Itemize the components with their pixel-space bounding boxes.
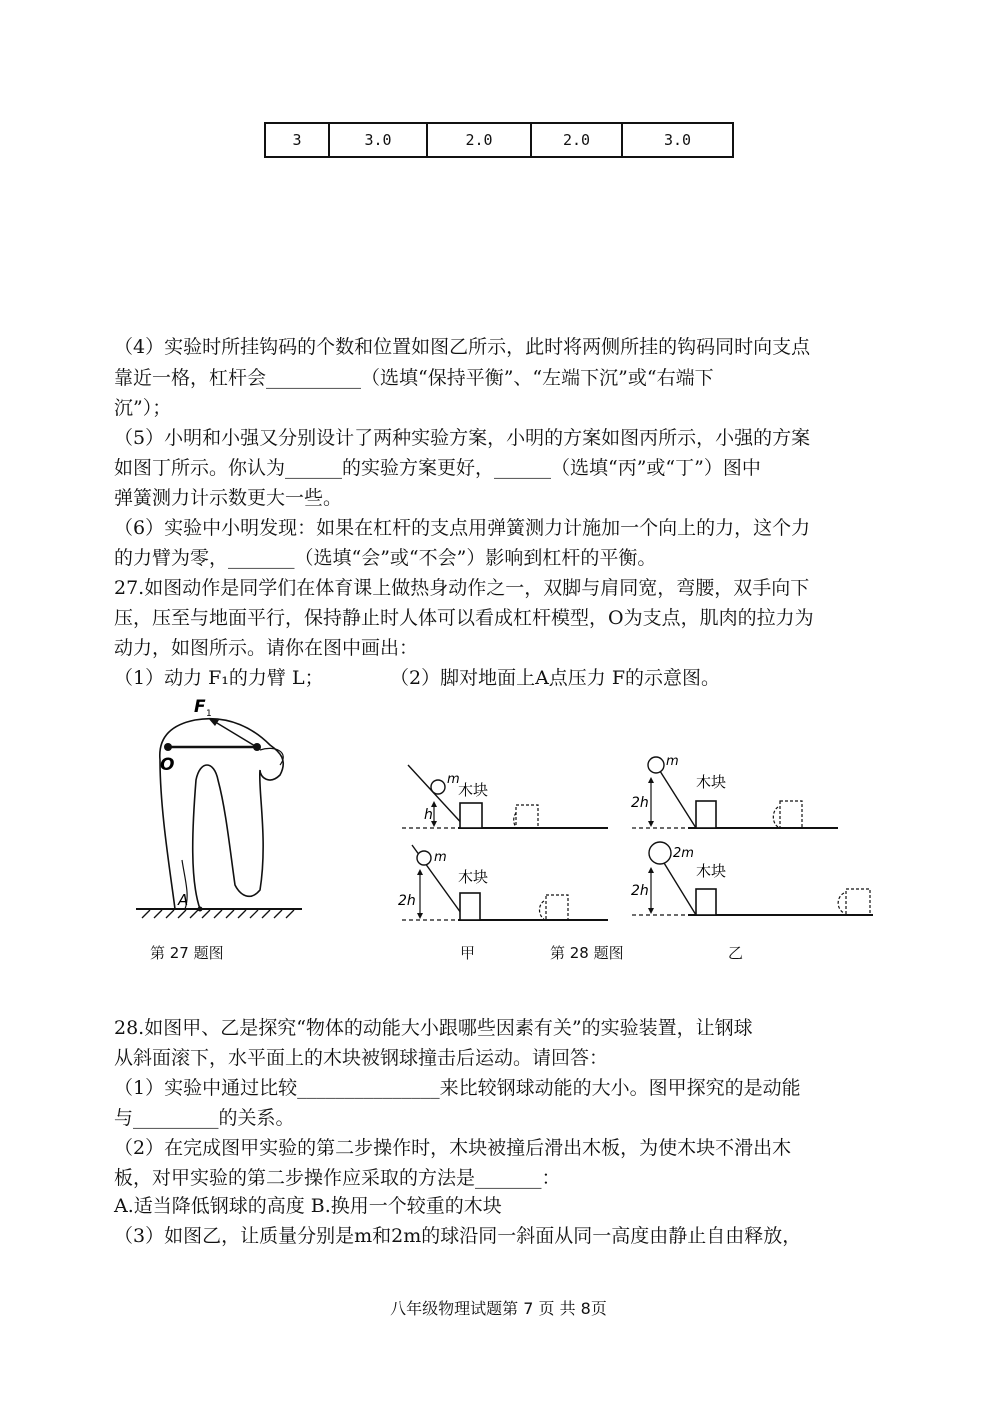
page-footer: 八年级物理试题第 7 页 共 8页 [390,1299,607,1318]
table-cell: 3.0 [622,123,733,157]
mass-label: m [666,754,679,769]
table-cell: 3.0 [329,123,427,157]
caption-fig28: 第 28 题图 [550,944,624,962]
text-line: 如图丁所示。你认为______的实验方案更好，______（选填“丙”或“丁”）图中 [114,457,761,479]
block-label: 木块 [458,781,489,799]
text-line: 弹簧测力计示数更大一些。 [114,487,343,509]
table-cell: 2.0 [531,123,622,157]
mass-label: 2m [673,846,694,861]
height-label: 2h [631,883,649,899]
height-label: h [424,807,433,823]
figure-27 [130,690,310,920]
height-label: 2h [398,893,416,909]
pivot-o-label: O [160,755,175,775]
caption-yi: 乙 [728,944,744,962]
block-label: 木块 [458,868,489,886]
text-line: （5）小明和小强又分别设计了两种实验方案，小明的方案如图丙所示，小强的方案 [114,427,811,449]
figure-28 [398,745,878,930]
ramp-yi-2 [631,842,873,915]
data-table [264,122,734,158]
block-label: 木块 [696,862,727,880]
text-line: 的力臂为零，_______（选填“会”或“不会”）影响到杠杆的平衡。 [114,547,657,569]
mass-label: m [434,850,447,865]
text-line: A.适当降低钢球的高度 B.换用一个较重的木块 [114,1195,502,1217]
f1-label: F [194,697,206,717]
text-line: 28.如图甲、乙是探究“物体的动能大小跟哪些因素有关”的实验装置，让钢球 [114,1017,753,1039]
table-row [265,123,733,157]
mass-label: m [447,772,460,787]
ramp-jia-2 [398,845,608,920]
text-line: （4）实验时所挂钩码的个数和位置如图乙所示，此时将两侧所挂的钩码同时向支点 [114,336,811,358]
text-line: 与_________的关系。 [114,1107,295,1129]
caption-jia: 甲 [460,944,476,962]
text-line: 板，对甲实验的第二步操作应采取的方法是_______： [114,1167,561,1189]
q27-item-2: （2）脚对地面上A点压力 F的示意图。 [390,667,721,689]
text-line: （2）在完成图甲实验的第二步操作时，木块被撞后滑出木板，为使木块不滑出木 [114,1137,792,1159]
text-line: 靠近一格，杠杆会__________（选填“保持平衡”、“左端下沉”或“右端下 [114,367,714,389]
f1-subscript: 1 [206,709,212,719]
text-line: 动力，如图所示。请你在图中画出： [114,637,419,659]
text-line: （3）如图乙，让质量分别是m和2m的球沿同一斜面从同一高度由静止自由释放， [114,1225,802,1247]
ramp-yi-1 [631,754,838,828]
q27-item-1: （1）动力 F₁的力臂 L； [114,667,324,689]
text-line: 从斜面滚下，水平面上的木块被钢球撞击后运动。请回答： [114,1047,609,1069]
table-cell: 3 [265,123,329,157]
height-label: 2h [631,795,649,811]
text-line: 沉”）； [114,397,172,419]
caption-fig27: 第 27 题图 [150,944,224,962]
ramp-jia-1 [402,765,608,828]
text-line: （6）实验中小明发现：如果在杠杆的支点用弹簧测力计施加一个向上的力，这个力 [114,517,811,539]
table-cell: 2.0 [427,123,531,157]
text-line: 压，压至与地面平行，保持静止时人体可以看成杠杆模型，O为支点，肌肉的拉力为 [114,607,814,629]
text-line: 27.如图动作是同学们在体育课上做热身动作之一，双脚与肩同宽，弯腰，双手向下 [114,577,810,599]
block-label: 木块 [696,773,727,791]
text-line: （1）实验中通过比较_______________来比较钢球动能的大小。图甲探究的是动能 [114,1077,801,1099]
point-a-label: A [178,891,189,909]
